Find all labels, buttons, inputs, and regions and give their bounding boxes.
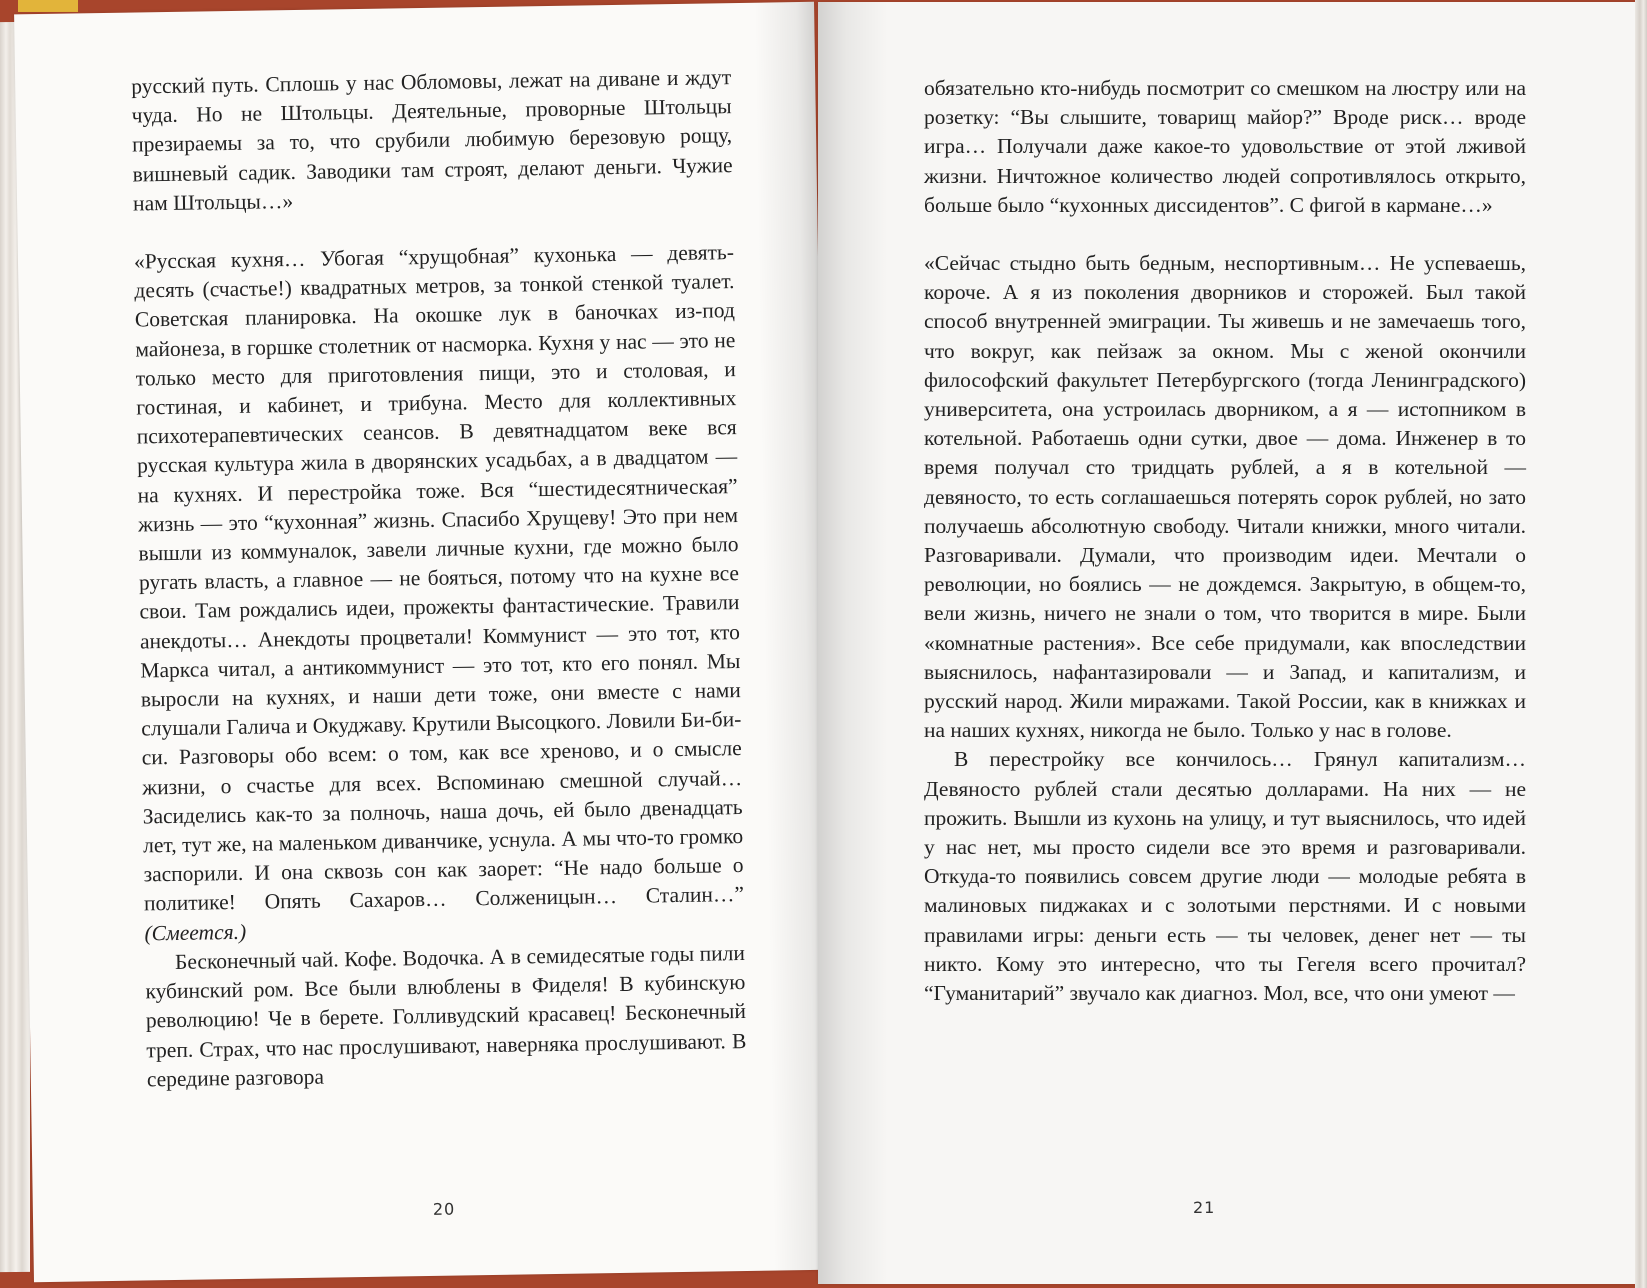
cover-accent-stripe [18,0,78,12]
left-paragraph-3: Бесконечный чай. Кофе. Водочка. А в семидесятые годы пили кубинский ром. Все были влюблены в Фиделя! В кубинскую революцию! Че в берете. Голливудский красавец! Бесконечный треп. Страх, что нас прослушивают, наверняка прослушивают. В середине разговора [145,940,747,1092]
stage-direction: (Смеется.) [144,919,247,946]
right-paragraph-1: обязательно кто-нибудь посмотрит со смешком на люстру или на розетку: “Вы слышите, товарищ майор?” Вроде риск… вроде игра… Получали даже какое-то удовольствие от этой лживой жизни. Ничтожное количество людей сопротивлялось открыто, больше было “кухонных диссидентов”. С фигой в кармане…» [924,76,1526,217]
right-page [818,2,1640,1284]
right-page-text [924,74,1526,1008]
left-page [14,2,834,1282]
left-paragraph-1: русский путь. Сплошь у нас Обломовы, лежат на диване и ждут чуда. Но не Штольцы. Деятельные, проворные Штольцы презираемы за то, что срубили любимую березовую рощу, вишневый садик. Заводики там строят, делают деньги. Чужие нам Штольцы…» [131,65,733,216]
right-page-edges [1635,0,1647,1288]
left-paragraph-2 [134,238,745,948]
right-paragraph-2: «Сейчас стыдно быть бедным, неспортивным… Не успеваешь, короче. А я из поколения дворников и сторожей. Был такой способ внутренней эмиграции. Ты живешь и не замечаешь того, что вокруг, как пейзаж за окном. Мы с женой окончили философский факультет Петербургского (тогда Ленинградского) университета, она устроилась дворником, а я — истопником в котельной. Работаешь одни сутки, двое — дома. Инженер в то время получал сто тридцать рублей, а я в котельной — девяносто, то есть соглашаешься потерять сорок рублей, но зато получаешь абсолютную свободу. Читали книжки, много читали. Разговаривали. Думали, что производим идеи. Мечтали о революции, но боялись — не дождемся. Закрытую, в общем-то, вели жизнь, ничего не знали о том, что творится в мире. Были «комнатные растения». Все себе придумали, как впоследствии выяснилось, нафантазировали — и Запад, и капитализм, и русский народ. Жили миражами. Такой России, как в книжках и на наших кухнях, никогда не было. Только у нас в голове. [924,251,1526,743]
left-paragraph-2-text: «Русская кухня… Убогая “хрущобная” кухонька — девять-десять (счастье!) квадратных метров, за тонкой стенкой туалет. Советская планировка. На окошке лук в баночках из-под майонеза, в горшке столетник от насморка. Кухня у нас — это не только место для приготовления пищи, это и столовая, и гостиная, и кабинет, и трибуна. Место для коллективных психотерапевтических сеансов. В девятнадцатом веке вся русская культура жила в дворянских усадьбах, а в двадцатом — на кухнях. И перестройка тоже. Вся “шестидесятническая” жизнь — это “кухонная” жизнь. Спасибо Хрущеву! Это при нем вышли из коммуналок, завели личные кухни, где можно было ругать власть, а главное — не бояться, потому что на кухне все свои. Там рождались идеи, прожекты фантастические. Травили анекдоты… Анекдоты процветали! Коммунист — это тот, кто Маркса читал, а антикоммунист — это тот, кто его понял. Мы выросли на кухнях, и наши дети тоже, они вместе с нами слушали Галича и Окуджаву. Крутили Высоцкого. Ловили Би-би-си. Разговоры обо всем: о том, как все хреново, и о смысле жизни, о счастье для всех. Вспоминаю смешной случай… Засиделись как-то за полночь, наша дочь, ей было двенадцать лет, тут же, на маленьком диванчике, уснула. А мы что-то громко заспорили. И она сквозь сон как заорет: “Не надо больше о политике! Опять Сахаров… Солженицын… Сталин…” [133,240,745,916]
page-number-left: 20 [432,1199,456,1219]
paragraph-gap [924,220,1526,249]
page-number-right: 21 [1193,1198,1216,1217]
right-paragraph-3: В перестройку все кончилось… Грянул капитализм… Девяносто рублей стали десятью долларами. На них — не прожить. Вышли из кухонь на улицу, и тут выяснилось, что идей у нас нет, мы просто сидели все это время и разговаривали. Откуда-то появились совсем другие люди — молодые ребята в малиновых пиджаках и с золотыми перстнями. И с новыми правилами игры: деньги есть — ты человек, денег нет — ты никто. Кому это интересно, что ты Гегеля всего прочитал? “Гуманитарий” звучало как диагноз. Мол, все, что они умеют — [924,747,1526,1006]
left-page-text [131,63,747,1094]
